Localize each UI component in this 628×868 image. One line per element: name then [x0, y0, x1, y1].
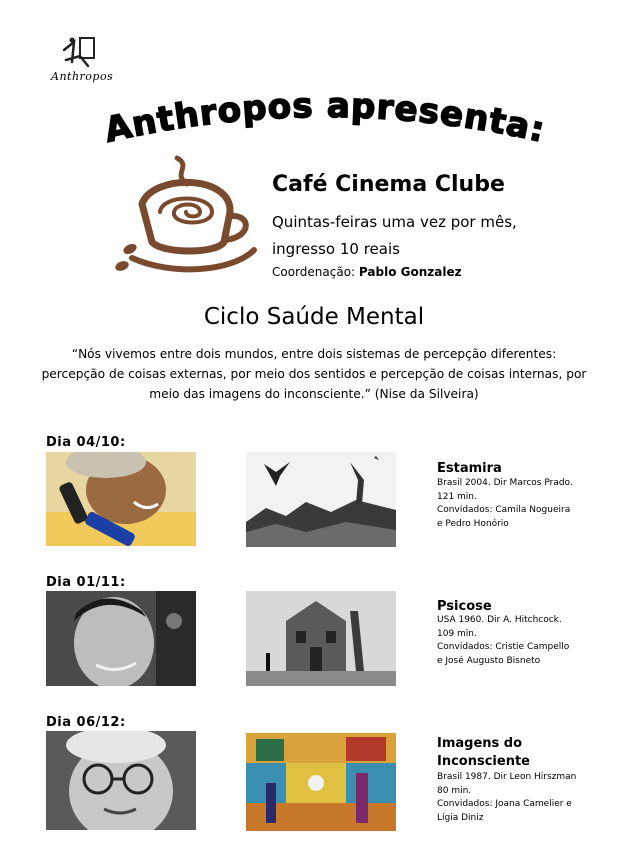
club-price: ingresso 10 reais	[272, 240, 400, 258]
logo-mark-icon	[60, 36, 98, 70]
quote: “Nós vivemos entre dois mundos, entre dois sistemas de percepção diferentes: percepção de coisas externas, por meio dos sentidos e percepção de coisas internas, por meio das imagens do inconsciente.” (Nise da Silveira)	[41, 347, 587, 401]
session-3-info-line: Lígia Diniz	[437, 812, 484, 823]
coordination-label: Coordenação:	[272, 265, 356, 279]
estamira-scene-photo	[246, 452, 396, 547]
club-schedule: Quintas-feiras uma vez por mês,	[272, 213, 517, 231]
session-3-film-info	[437, 771, 587, 825]
headline	[100, 85, 550, 151]
session-2-info-line: USA 1960. Dir A. Hitchcock.	[437, 615, 562, 625]
session-2-film-info	[437, 614, 587, 668]
session-3-title-line: Inconsciente	[437, 754, 530, 769]
session-2-info-line: Convidados: Cristie Campello	[437, 642, 570, 652]
anthropos-logo	[48, 36, 118, 88]
estamira-portrait-photo	[46, 452, 196, 546]
coordination	[272, 265, 462, 279]
psicose-portrait-photo	[46, 591, 196, 686]
session-3-info-line: 80 min.	[437, 785, 472, 796]
headline-text: Anthropos apresenta:	[101, 85, 550, 151]
session-2-film-title: Psicose	[437, 599, 492, 614]
session-3-info-line: Brasil 1987. Dir Leon Hirszman	[437, 772, 577, 782]
logo-text: Anthropos	[51, 70, 114, 83]
session-1-info-line: e Pedro Honório	[437, 518, 509, 529]
session-1-info-line: Convidados: Camila Nogueira	[437, 505, 571, 515]
session-1-day: Dia 04/10:	[46, 435, 126, 450]
club-title: Café Cinema Clube	[272, 172, 505, 197]
session-2-info-line: 109 min.	[437, 628, 477, 639]
nise-portrait-photo	[46, 731, 196, 830]
session-2-info-line: e José Augusto Bisneto	[437, 655, 541, 666]
session-2-day: Dia 01/11:	[46, 575, 126, 590]
session-3-info-line: Convidados: Joana Camelier e	[437, 799, 572, 809]
imagens-painting-photo	[246, 733, 396, 831]
session-3-title-line: Imagens do	[437, 736, 523, 751]
coffee-cup-icon	[112, 154, 262, 284]
session-1-film-info	[437, 477, 587, 531]
session-3-film-title	[437, 735, 530, 771]
session-1-film-title: Estamira	[437, 461, 502, 476]
session-1-info-line: 121 min.	[437, 491, 477, 502]
session-3-day: Dia 06/12:	[46, 715, 126, 730]
session-1-info-line: Brasil 2004. Dir Marcos Prado.	[437, 478, 573, 488]
psicose-house-photo	[246, 591, 396, 686]
coordinator-name: Pablo Gonzalez	[358, 265, 462, 279]
cycle-title: Ciclo Saúde Mental	[203, 304, 425, 330]
